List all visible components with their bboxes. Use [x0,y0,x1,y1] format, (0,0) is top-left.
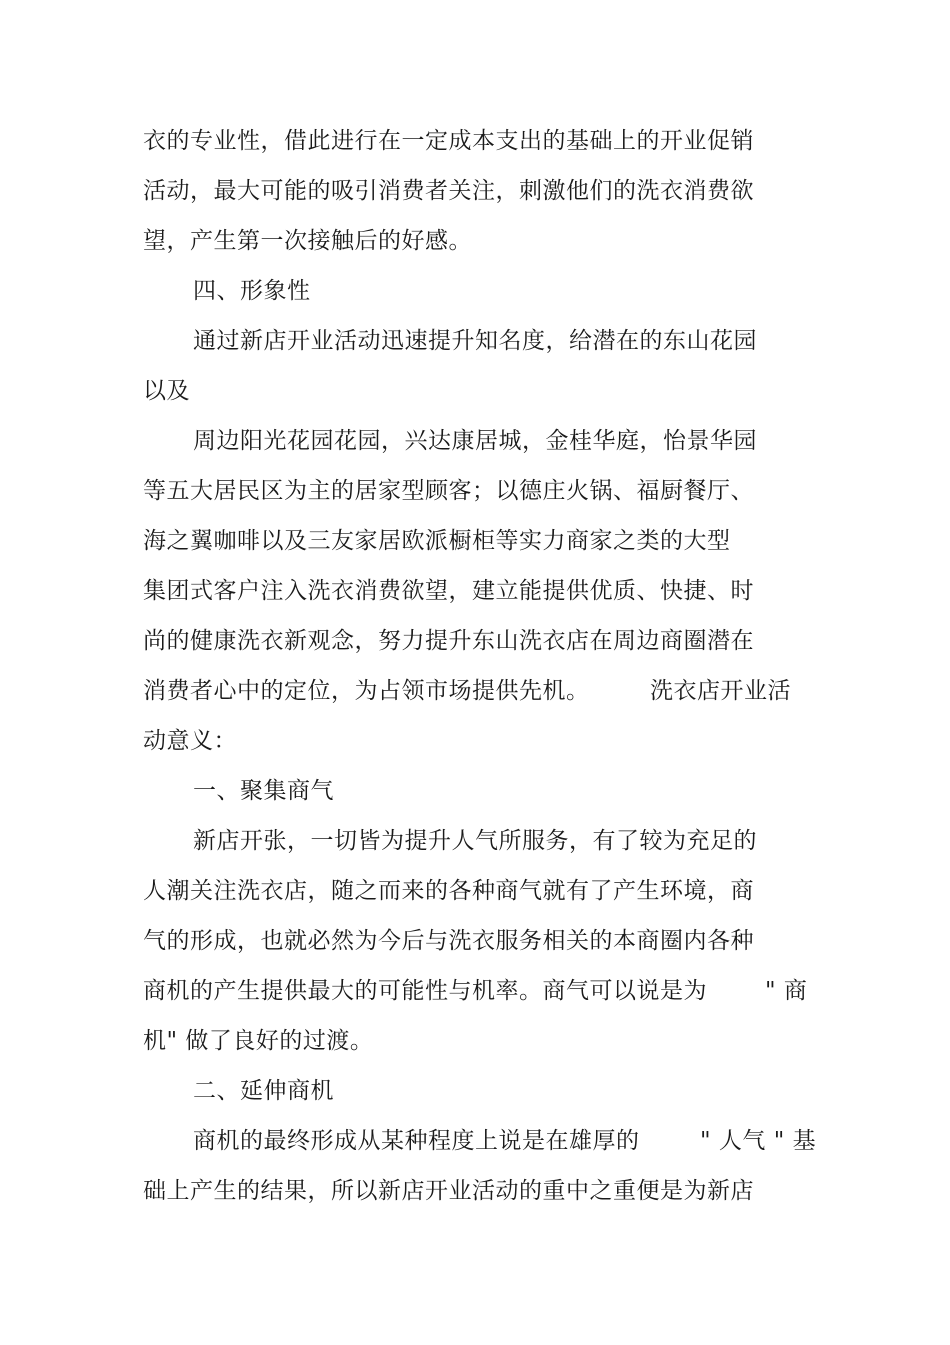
section-heading: 二、延伸商机 [193,1078,334,1104]
paragraph-line: 人潮关注洗衣店，随之而来的各种商气就有了产生环境，商 [143,878,754,904]
paragraph-line: 新店开张，一切皆为提升人气所服务，有了较为充足的 [193,828,757,854]
quoted-text: " 人气 " 基 [700,1128,817,1154]
paragraph-line: 衣的专业性，借此进行在一定成本支出的基础上的开业促销 [143,128,754,154]
inline-heading: 洗衣店开业活 [650,678,791,704]
paragraph-line: 活动，最大可能的吸引消费者关注，刺激他们的洗衣消费欲 [143,178,754,204]
paragraph-line: 集团式客户注入洗衣消费欲望，建立能提供优质、快捷、时 [143,578,754,604]
paragraph-line: 等五大居民区为主的居家型顾客；以德庄火锅、福厨餐厅、 [143,478,754,504]
section-heading: 一、聚集商气 [193,778,334,804]
paragraph-line: 望，产生第一次接触后的好感。 [143,228,472,254]
paragraph-line: 海之翼咖啡以及三友家居欧派橱柜等实力商家之类的大型 [143,528,731,554]
paragraph-line: 通过新店开业活动迅速提升知名度，给潜在的东山花园 [193,328,757,354]
paragraph-line: 尚的健康洗衣新观念，努力提升东山洗衣店在周边商圈潜在 [143,628,754,654]
paragraph-line: 动意义： [143,728,237,754]
paragraph-line: 周边阳光花园花园，兴达康居城，金桂华庭，怡景华园 [193,428,757,454]
paragraph-line: 商机的最终形成从某种程度上说是在雄厚的 [193,1128,640,1154]
paragraph-line: 以及 [143,378,190,404]
paragraph-line: 消费者心中的定位，为占领市场提供先机。 [143,678,590,704]
quoted-text: " 商 [765,978,808,1004]
paragraph-line: 商机的产生提供最大的可能性与机率。商气可以说是为 [143,978,707,1004]
section-heading: 四、形象性 [193,278,311,304]
paragraph-line: 气的形成，也就必然为今后与洗衣服务相关的本商圈内各种 [143,928,754,954]
paragraph-line: 机" 做了良好的过渡。 [143,1028,374,1054]
paragraph-line: 础上产生的结果，所以新店开业活动的重中之重便是为新店 [143,1178,754,1204]
